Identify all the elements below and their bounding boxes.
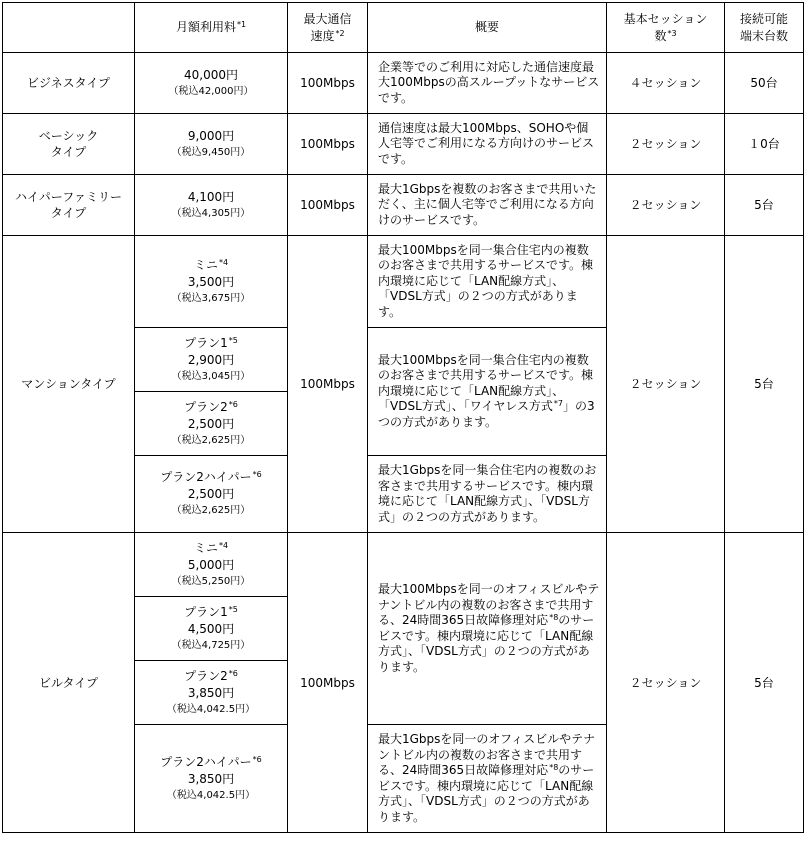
fee-basic: 9,000円 （税込9,450円） xyxy=(135,114,288,175)
fee-building-mini: ミニ$^{*4}$ 5,000円 （税込5,250円） xyxy=(135,533,288,597)
fee-mansion-plan2: プラン2$^{*6}$ 2,500円 （税込2,625円） xyxy=(135,392,288,456)
fee-building-plan2: プラン2$^{*6}$ 3,850円 （税込4,042.5円） xyxy=(135,661,288,725)
row-building-mini xyxy=(3,533,804,597)
fee-mansion-plan2-hyper: プラン2ハイパー$^{*6}$ 2,500円 （税込2,625円） xyxy=(135,456,288,533)
devices-hyperfamily: 5台 xyxy=(725,175,804,236)
fee-building-plan2-hyper: プラン2ハイパー$^{*6}$ 3,850円 （税込4,042.5円） xyxy=(135,725,288,833)
desc-hyperfamily: 最大1Gbpsを複数のお客さまで共用いただく、主に個人宅等でご利用になる方向けのサービスです。 xyxy=(368,175,607,236)
desc-building-plan2-hyper: 最大1Gbpsを同一のオフィスビルやテナントビル内の複数のお客さまで共用する、24時間365日故障修理対応$^{*8}$のサービスです。棟内環境に応じて「LAN配線方式」、「VDSL方式」の２つの方式があります。 xyxy=(368,725,607,833)
type-mansion: マンションタイプ xyxy=(3,236,135,533)
sessions-mansion: ２セッション xyxy=(607,236,725,533)
header-row xyxy=(3,3,804,53)
type-basic: ベーシック タイプ xyxy=(3,114,135,175)
desc-building-mini-plan1-2: 最大100Mbpsを同一のオフィスビルやテナントビル内の複数のお客さまで共用する、24時間365日故障修理対応$^{*8}$のサービスです。棟内環境に応じて「LAN配線方式」、「VDSL方式」の２つの方式があります。 xyxy=(368,533,607,725)
speed-business: 100Mbps xyxy=(288,53,368,114)
header-overview: 概要 xyxy=(368,3,607,53)
desc-mansion-mini: 最大100Mbpsを同一集合住宅内の複数のお客さまで共用するサービスです。棟内環境に応じて「LAN配線方式」、「VDSL方式」の２つの方式があります。 xyxy=(368,236,607,328)
desc-business: 企業等でのご利用に対応した通信速度最大100Mbpsの高スループットなサービスです。 xyxy=(368,53,607,114)
row-hyperfamily xyxy=(3,175,804,236)
sessions-hyperfamily: ２セッション xyxy=(607,175,725,236)
sessions-basic: ２セッション xyxy=(607,114,725,175)
fee-building-plan1: プラン1$^{*5}$ 4,500円 （税込4,725円） xyxy=(135,597,288,661)
devices-business: 50台 xyxy=(725,53,804,114)
header-max-devices: 接続可能 端末台数 xyxy=(725,3,804,53)
fee-mansion-plan1: プラン1$^{*5}$ 2,900円 （税込3,045円） xyxy=(135,328,288,392)
row-mansion-mini xyxy=(3,236,804,328)
speed-building: 100Mbps xyxy=(288,533,368,833)
type-building: ビルタイプ xyxy=(3,533,135,833)
row-basic xyxy=(3,114,804,175)
speed-mansion: 100Mbps xyxy=(288,236,368,533)
type-hyperfamily: ハイパーファミリー タイプ xyxy=(3,175,135,236)
row-business xyxy=(3,53,804,114)
speed-hyperfamily: 100Mbps xyxy=(288,175,368,236)
fee-hyperfamily: 4,100円 （税込4,305円） xyxy=(135,175,288,236)
devices-building: 5台 xyxy=(725,533,804,833)
header-monthly-fee: 月額利用料$^{*1}$ xyxy=(135,3,288,53)
type-business: ビジネスタイプ xyxy=(3,53,135,114)
header-blank-cell xyxy=(3,3,135,53)
header-max-speed: 最大通信 速度$^{*2}$ xyxy=(288,3,368,53)
devices-mansion: 5台 xyxy=(725,236,804,533)
header-base-sessions: 基本セッション 数$^{*3}$ xyxy=(607,3,725,53)
service-pricing-table xyxy=(2,2,804,833)
desc-mansion-plan1-2: 最大100Mbpsを同一集合住宅内の複数のお客さまで共用するサービスです。棟内環境に応じて「LAN配線方式」、「VDSL方式」、「ワイヤレス方式$^{*7}$」の3つの方式があります。 xyxy=(368,328,607,456)
desc-basic: 通信速度は最大100Mbps、SOHOや個人宅等でご利用になる方向けのサービスです。 xyxy=(368,114,607,175)
devices-basic: １0台 xyxy=(725,114,804,175)
fee-mansion-mini: ミニ$^{*4}$ 3,500円 （税込3,675円） xyxy=(135,236,288,328)
desc-mansion-plan2-hyper: 最大1Gbpsを同一集合住宅内の複数のお客さまで共用するサービスです。棟内環境に応じて「LAN配線方式」、「VDSL方式」の２つの方式があります。 xyxy=(368,456,607,533)
speed-basic: 100Mbps xyxy=(288,114,368,175)
fee-business: 40,000円 （税込42,000円） xyxy=(135,53,288,114)
sessions-building: ２セッション xyxy=(607,533,725,833)
sessions-business: ４セッション xyxy=(607,53,725,114)
